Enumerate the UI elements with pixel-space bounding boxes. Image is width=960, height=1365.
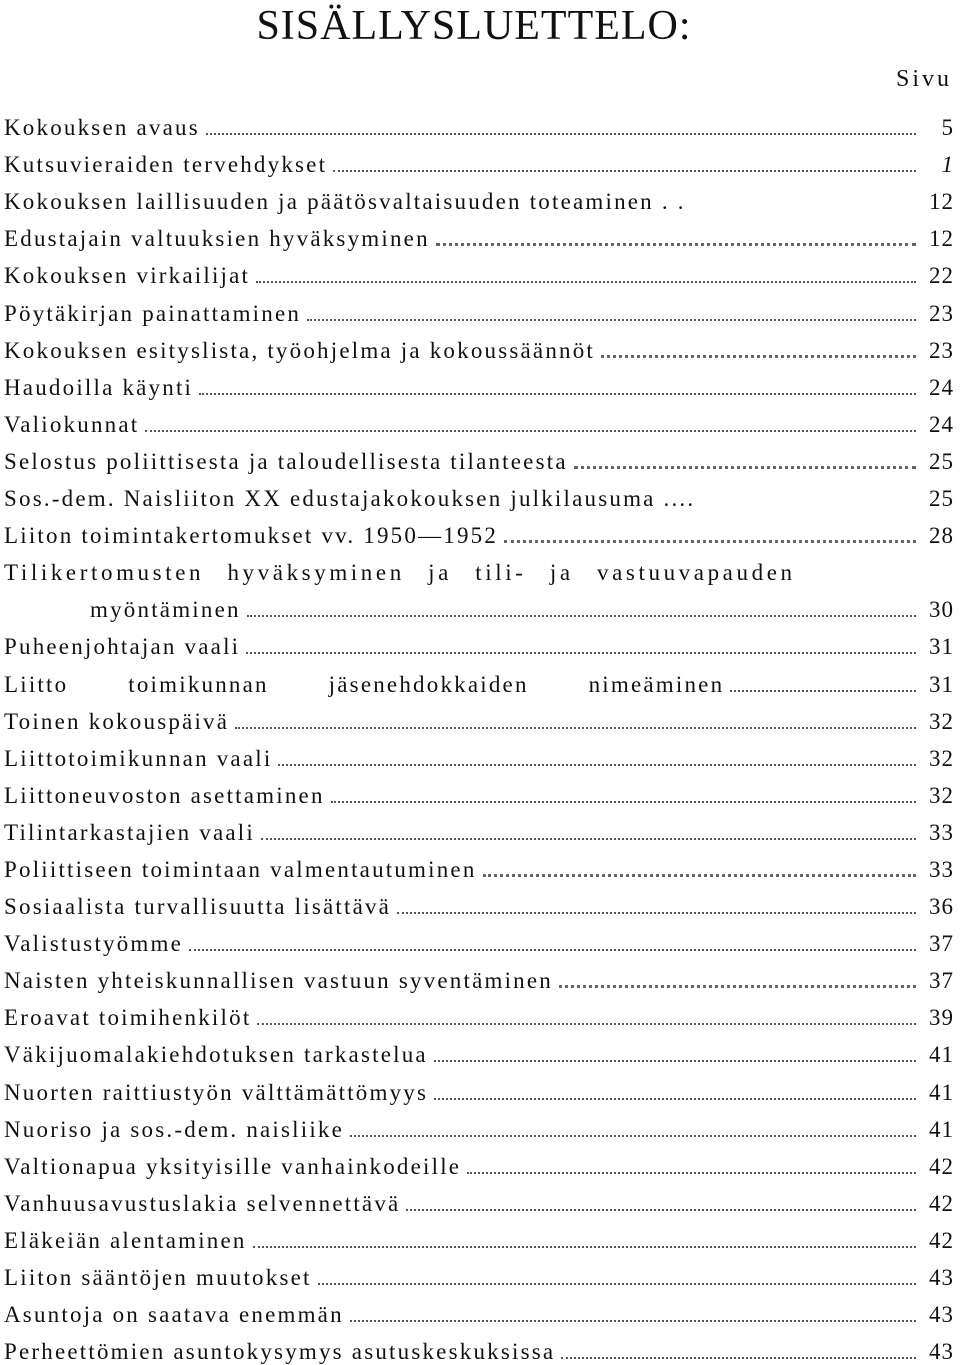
toc-entry-page: 30 <box>929 597 954 623</box>
toc-entry-page: 23 <box>929 337 954 363</box>
toc-entry-title: Liitto toimikunnan jäsenehdokkaiden nimeäminen <box>4 671 725 697</box>
toc-entry <box>4 364 954 401</box>
dot-leader <box>504 540 916 543</box>
toc-entry <box>4 1180 954 1217</box>
toc-entry <box>4 512 954 549</box>
toc-entry <box>4 104 954 141</box>
toc-entry <box>4 178 954 215</box>
dot-leader <box>397 912 916 914</box>
toc-entry-title: Haudoilla käynti <box>4 374 194 400</box>
dot-leader <box>256 281 916 283</box>
dot-leader <box>257 1023 916 1025</box>
toc-entry-page: 31 <box>929 671 954 697</box>
toc-entry-page: 1 <box>941 152 954 178</box>
toc-entry <box>4 883 954 920</box>
toc-entry <box>4 549 954 586</box>
toc-entry-title: Kutsuvieraiden tervehdykset <box>4 152 328 178</box>
dot-leader <box>574 466 916 469</box>
toc-entry-title: Selostus poliittisesta ja taloudellisesta tilanteesta <box>4 448 568 474</box>
toc-entry-title: Edustajain valtuuksien hyväksyminen <box>4 226 430 252</box>
toc-entry-title: Tilintarkastajien vaali <box>4 819 255 845</box>
toc-entry-title: Kokouksen avaus <box>4 115 200 141</box>
toc-entry <box>4 141 954 178</box>
toc-entry-page: 31 <box>929 634 954 660</box>
toc-entry-page: 41 <box>929 1042 954 1068</box>
dot-leader <box>331 801 916 803</box>
toc-entry-title: Liittoneuvoston asettaminen <box>4 782 325 808</box>
toc-entry-title: Kokouksen laillisuuden ja päätösvaltaisuuden toteaminen . . <box>4 189 686 215</box>
toc-entry <box>4 1217 954 1254</box>
toc-entry <box>4 1143 954 1180</box>
page-title: SISÄLLYSLUETTELO: <box>256 3 692 49</box>
toc-entry-page: 43 <box>929 1339 954 1365</box>
toc-entry <box>4 846 954 883</box>
toc-entry-page: 33 <box>929 819 954 845</box>
dot-leader <box>206 133 916 135</box>
toc-entry <box>4 698 954 735</box>
dot-leader <box>561 1357 916 1359</box>
toc-entry-title: Liittotoimikunnan vaali <box>4 745 273 771</box>
toc-entry-page: 39 <box>929 1005 954 1031</box>
toc-entry-page: 32 <box>929 708 954 734</box>
toc-entry-page: 42 <box>929 1227 954 1253</box>
toc-entry <box>4 438 954 475</box>
toc-entry-title: Valtionapua yksityisille vanhainkodeille <box>4 1153 462 1179</box>
toc-entry <box>4 1291 954 1328</box>
toc-entry-page: 22 <box>929 263 954 289</box>
toc-entry-title: Nuoriso ja sos.-dem. naisliike <box>4 1116 345 1142</box>
page-column-label: Sivu <box>895 66 952 92</box>
dot-leader <box>261 838 916 840</box>
toc-entry-title: Eroavat toimihenkilöt <box>4 1005 252 1031</box>
dot-leader <box>235 727 916 729</box>
toc-entry-page: 43 <box>929 1302 954 1328</box>
toc-entry-title: Naisten yhteiskunnallisen vastuun syventäminen <box>4 968 553 994</box>
toc-entry-title: Puheenjohtajan vaali <box>4 634 241 660</box>
toc-entry-title: Vanhuusavustuslakia selvennettävä <box>4 1190 401 1216</box>
toc-entry-page: 24 <box>929 411 954 437</box>
toc-entry <box>4 327 954 364</box>
toc-entry-title: Pöytäkirjan painattaminen <box>4 300 302 326</box>
toc-entry <box>4 401 954 438</box>
toc-entry <box>4 586 954 623</box>
toc-entry <box>4 1068 954 1105</box>
dot-leader <box>333 170 916 172</box>
toc-entry <box>4 735 954 772</box>
toc-entry-page: 36 <box>929 894 954 920</box>
toc-entry-page: 42 <box>929 1153 954 1179</box>
dot-leader <box>730 690 916 692</box>
toc-entry-page: 28 <box>929 523 954 549</box>
toc-entry <box>4 920 954 957</box>
toc-entry-title: Sos.-dem. Naisliiton XX edustajakokouksen julkilausuma .... <box>4 486 696 512</box>
toc-entry-title: Tilikertomusten hyväksyminen ja tili- ja vastuuvapauden <box>4 560 796 586</box>
dot-leader <box>434 1060 916 1062</box>
dot-leader <box>483 874 916 877</box>
dot-leader <box>436 243 916 246</box>
toc-entry-page: 25 <box>929 448 954 474</box>
toc-entry-page: 12 <box>929 189 954 215</box>
dot-leader <box>189 949 916 951</box>
dot-leader <box>406 1209 916 1211</box>
dot-leader <box>278 764 916 766</box>
dot-leader <box>253 1246 916 1248</box>
toc-entry <box>4 994 954 1031</box>
toc-entry-page: 24 <box>929 374 954 400</box>
toc-entry-page: 32 <box>929 745 954 771</box>
toc-entry-page: 32 <box>929 782 954 808</box>
dot-leader <box>350 1135 916 1137</box>
toc-entry-page: 25 <box>929 486 954 512</box>
toc-entry <box>4 1031 954 1068</box>
toc-entry <box>4 289 954 326</box>
toc-entry <box>4 957 954 994</box>
dot-leader <box>434 1098 916 1100</box>
dot-leader <box>247 615 916 617</box>
toc-entry <box>4 475 954 512</box>
toc-entry-page: 12 <box>929 226 954 252</box>
dot-leader <box>350 1320 916 1322</box>
toc-entry <box>4 252 954 289</box>
table-of-contents <box>4 104 954 1365</box>
dot-leader <box>318 1283 916 1285</box>
dot-leader <box>601 355 916 358</box>
toc-entry-page: 33 <box>929 856 954 882</box>
toc-entry <box>4 1254 954 1291</box>
toc-entry-title: Kokouksen esityslista, työohjelma ja kokoussäännöt <box>4 337 596 363</box>
dot-leader <box>199 393 916 395</box>
toc-entry-title: Sosiaalista turvallisuutta lisättävä <box>4 894 392 920</box>
toc-entry <box>4 215 954 252</box>
toc-entry-title: Kokouksen virkailijat <box>4 263 251 289</box>
toc-entry-title: Liiton sääntöjen muutokset <box>4 1265 312 1290</box>
toc-entry-page: 42 <box>929 1190 954 1216</box>
toc-entry-title: Nuorten raittiustyön välttämättömyys <box>4 1079 429 1105</box>
toc-entry-title: Väkijuomalakiehdotuksen tarkastelua <box>4 1042 428 1068</box>
toc-entry-page: 37 <box>929 968 954 994</box>
toc-entry <box>4 1328 954 1365</box>
toc-entry-page: 23 <box>929 300 954 326</box>
toc-entry <box>4 772 954 809</box>
toc-entry-title: Eläkeiän alentaminen <box>4 1227 247 1253</box>
toc-entry-title: Poliittiseen toimintaan valmentautuminen <box>4 856 477 882</box>
toc-entry <box>4 1106 954 1143</box>
toc-entry-title: Perheettömien asuntokysymys asutuskeskuksissa <box>4 1339 556 1365</box>
toc-entry-page: 37 <box>929 931 954 957</box>
toc-entry-page: 41 <box>929 1079 954 1105</box>
dot-leader <box>467 1172 916 1174</box>
dot-leader <box>246 652 916 654</box>
toc-entry-page: 5 <box>941 115 954 141</box>
toc-entry-page: 41 <box>929 1116 954 1142</box>
toc-entry-title: myöntäminen <box>90 597 241 623</box>
toc-entry-title: Valiokunnat <box>4 411 140 437</box>
toc-entry-title: Asuntoja on saatava enemmän <box>4 1302 344 1328</box>
dot-leader <box>307 319 916 321</box>
toc-entry <box>4 660 954 697</box>
toc-entry <box>4 623 954 660</box>
toc-entry-title: Liiton toimintakertomukset vv. 1950—1952 <box>4 523 499 549</box>
toc-entry-title: Toinen kokouspäivä <box>4 708 230 734</box>
dot-leader <box>145 430 916 432</box>
toc-entry <box>4 809 954 846</box>
toc-entry-title: Valistustyömme <box>4 931 184 957</box>
toc-entry-page: 43 <box>929 1265 954 1290</box>
dot-leader <box>559 985 916 988</box>
